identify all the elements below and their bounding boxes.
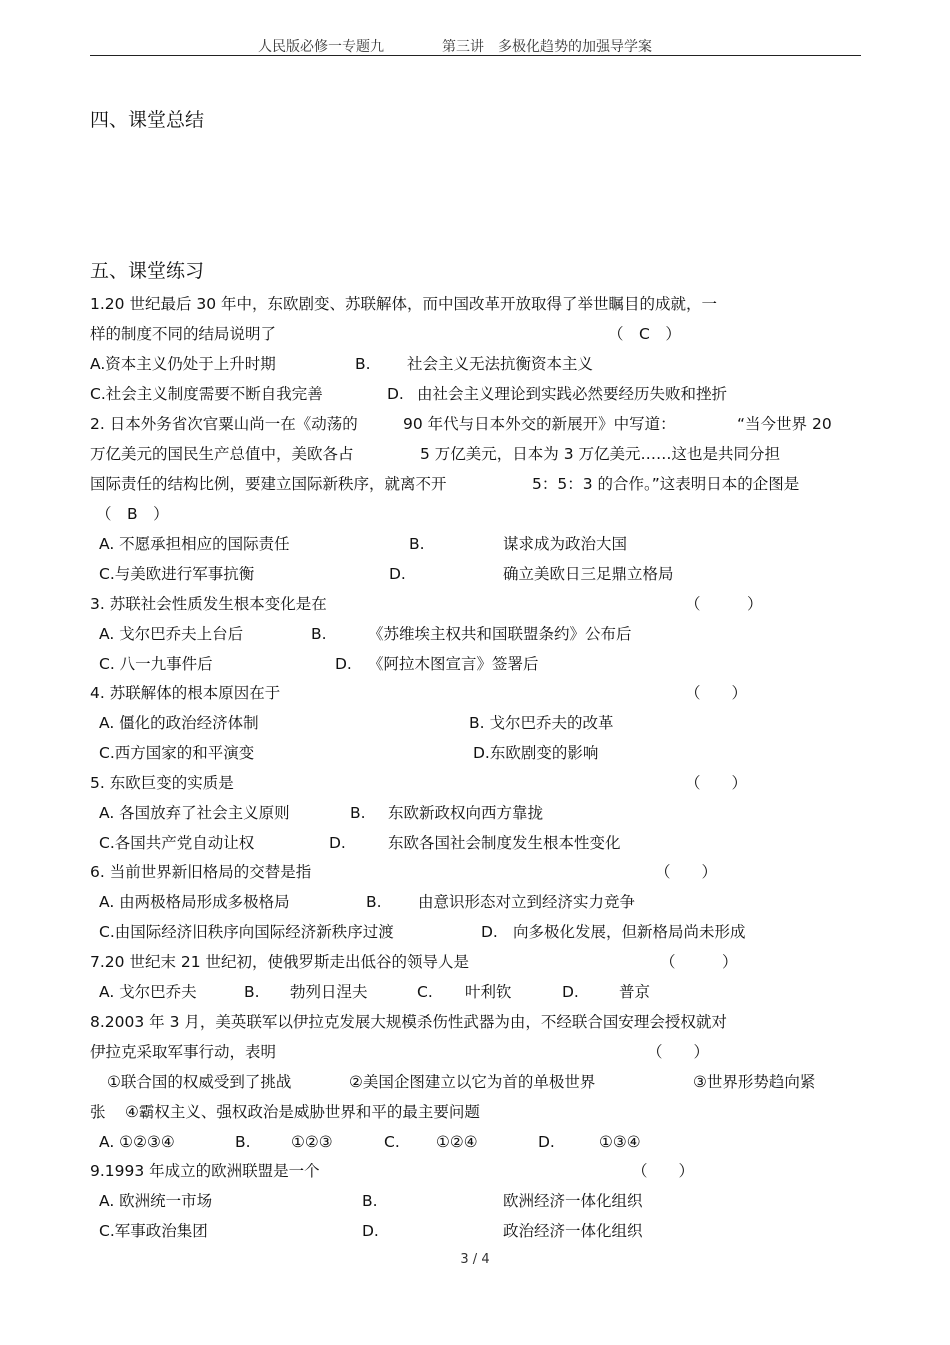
q3-option-b: 《苏维埃主权共和国联盟条约》公布后	[368, 625, 632, 643]
q7-option-d-label: D.	[562, 983, 579, 1001]
q5-option-b: 东欧新政权向西方靠拢	[388, 804, 544, 822]
q2-option-b: 谋求成为政治大国	[503, 535, 628, 553]
q3-stem: 3. 苏联社会性质发生根本变化是在	[90, 595, 327, 613]
q6-option-c: C.由国际经济旧秩序向国际经济新秩序过渡	[99, 923, 394, 941]
q2-answer: （ B ）	[96, 505, 169, 523]
header-right: 第三讲 多极化趋势的加强导学案	[442, 39, 652, 55]
q1-option-b-label: B.	[355, 355, 371, 373]
q5-option-a: A. 各国放弃了社会主义原则	[99, 804, 290, 822]
q6-stem: 6. 当前世界新旧格局的交替是指	[90, 863, 312, 881]
q8-option-c-label: C.	[384, 1133, 400, 1151]
q1-option-b: 社会主义无法抗衡资本主义	[407, 355, 594, 373]
q5-option-d-label: D.	[329, 834, 346, 852]
q7-option-a: A. 戈尔巴乔夫	[99, 983, 197, 1001]
q3-option-b-label: B.	[311, 625, 327, 643]
q2-option-b-label: B.	[409, 535, 425, 553]
q7-option-d: 普京	[619, 983, 651, 1001]
q3-option-c: C. 八一九事件后	[99, 655, 213, 673]
q9-option-d: 政治经济一体化组织	[503, 1222, 643, 1240]
q8-option-d-label: D.	[538, 1133, 555, 1151]
q2-option-d-label: D.	[389, 565, 406, 583]
q8-statement-2: ②美国企图建立以它为首的单极世界	[349, 1073, 596, 1091]
q6-option-d-label: D.	[481, 923, 498, 941]
q6-option-d: 向多极化发展，但新格局尚未形成	[513, 923, 746, 941]
q9-answer-blank: （ ）	[632, 1162, 695, 1180]
q7-stem: 7.20 世纪末 21 世纪初，使俄罗斯走出低谷的领导人是	[90, 953, 470, 971]
q9-option-a: A. 欧洲统一市场	[99, 1192, 213, 1210]
q6-answer-blank: （ ）	[655, 863, 718, 881]
q8-option-c: ①②④	[436, 1133, 478, 1151]
q4-option-b: B. 戈尔巴乔夫的改革	[469, 714, 614, 732]
q3-option-d: 《阿拉木图宣言》签署后	[368, 655, 539, 673]
q1-option-d-label: D.	[387, 385, 404, 403]
q9-option-d-label: D.	[362, 1222, 379, 1240]
q5-stem: 5. 东欧巨变的实质是	[90, 774, 234, 792]
q2-option-a: A. 不愿承担相应的国际责任	[99, 535, 290, 553]
q8-statement-3-cont: 张	[90, 1103, 106, 1121]
section-summary-heading: 四、课堂总结	[90, 109, 205, 131]
q8-option-a: A. ①②③④	[99, 1133, 175, 1151]
q8-option-b: ①②③	[291, 1133, 333, 1151]
q2-stem-line1b: 90 年代与日本外交的新展开》中写道：	[403, 415, 676, 433]
q9-option-b-label: B.	[362, 1192, 378, 1210]
header-left: 人民版必修一专题九	[258, 39, 384, 55]
q2-stem-line1c: “当今世界 20	[737, 415, 832, 433]
q2-stem-line3a: 国际责任的结构比例，要建立国际新秩序，就离不开	[90, 475, 447, 493]
q9-option-c: C.军事政治集团	[99, 1222, 208, 1240]
q1-stem-line2: 样的制度不同的结局说明了	[90, 325, 277, 343]
q7-option-b-label: B.	[244, 983, 260, 1001]
q1-option-c: C.社会主义制度需要不断自我完善	[90, 385, 323, 403]
q8-option-b-label: B.	[235, 1133, 251, 1151]
q2-stem-line2a: 万亿美元的国民生产总值中，美欧各占	[90, 445, 354, 463]
q8-stem-line1: 8.2003 年 3 月，美英联军以伊拉克发展大规模杀伤性武器为由，不经联合国安理会授权就对	[90, 1013, 727, 1031]
q3-answer-blank: （ ）	[685, 595, 763, 613]
q1-stem-line1: 1.20 世纪最后 30 年中，东欧剧变、苏联解体，而中国改革开放取得了举世瞩目的成就，一	[90, 295, 718, 313]
q7-option-c: 叶利钦	[465, 983, 512, 1001]
q5-option-c: C.各国共产党自动让权	[99, 834, 255, 852]
q2-stem-line1a: 2. 日本外务省次官粟山尚一在《动荡的	[90, 415, 358, 433]
page-number: 3 / 4	[460, 1252, 490, 1267]
q2-option-d: 确立美欧日三足鼎立格局	[503, 565, 674, 583]
q8-answer-blank: （ ）	[647, 1043, 710, 1061]
q9-option-b: 欧洲经济一体化组织	[503, 1192, 643, 1210]
q2-option-c: C.与美欧进行军事抗衡	[99, 565, 255, 583]
q5-option-d: 东欧各国社会制度发生根本性变化	[388, 834, 621, 852]
q7-option-b: 勃列日涅夫	[290, 983, 368, 1001]
q5-answer-blank: （ ）	[685, 774, 748, 792]
q2-stem-line2b: 5 万亿美元，日本为 3 万亿美元……这也是共同分担	[420, 445, 781, 463]
q3-option-d-label: D.	[335, 655, 352, 673]
q7-answer-blank: （ ）	[660, 953, 738, 971]
q6-option-b: 由意识形态对立到经济实力竞争	[418, 893, 636, 911]
page-header	[90, 35, 861, 56]
q8-option-d: ①③④	[599, 1133, 641, 1151]
q9-stem: 9.1993 年成立的欧洲联盟是一个	[90, 1162, 320, 1180]
q1-answer: （ C ）	[608, 325, 681, 343]
q7-option-c-label: C.	[417, 983, 433, 1001]
q4-option-c: C.西方国家的和平演变	[99, 744, 255, 762]
q6-option-a: A. 由两极格局形成多极格局	[99, 893, 290, 911]
q1-option-a: A.资本主义仍处于上升时期	[90, 355, 276, 373]
q8-statement-4: ④霸权主义、强权政治是威胁世界和平的最主要问题	[125, 1103, 480, 1121]
q4-option-d: D.东欧剧变的影响	[473, 744, 599, 762]
q5-option-b-label: B.	[350, 804, 366, 822]
q1-option-d: 由社会主义理论到实践必然要经历失败和挫折	[417, 385, 728, 403]
q6-option-b-label: B.	[366, 893, 382, 911]
q8-stem-line2: 伊拉克采取军事行动，表明	[90, 1043, 277, 1061]
q4-answer-blank: （ ）	[685, 684, 748, 702]
q8-statement-1: ①联合国的权威受到了挑战	[107, 1073, 292, 1091]
q3-option-a: A. 戈尔巴乔夫上台后	[99, 625, 244, 643]
q4-option-a: A. 僵化的政治经济体制	[99, 714, 259, 732]
q8-statement-3: ③世界形势趋向紧	[693, 1073, 816, 1091]
section-practice-heading: 五、课堂练习	[90, 260, 205, 282]
q4-stem: 4. 苏联解体的根本原因在于	[90, 684, 281, 702]
q2-stem-line3b: 5：5：3 的合作。”这表明日本的企图是	[532, 475, 800, 493]
